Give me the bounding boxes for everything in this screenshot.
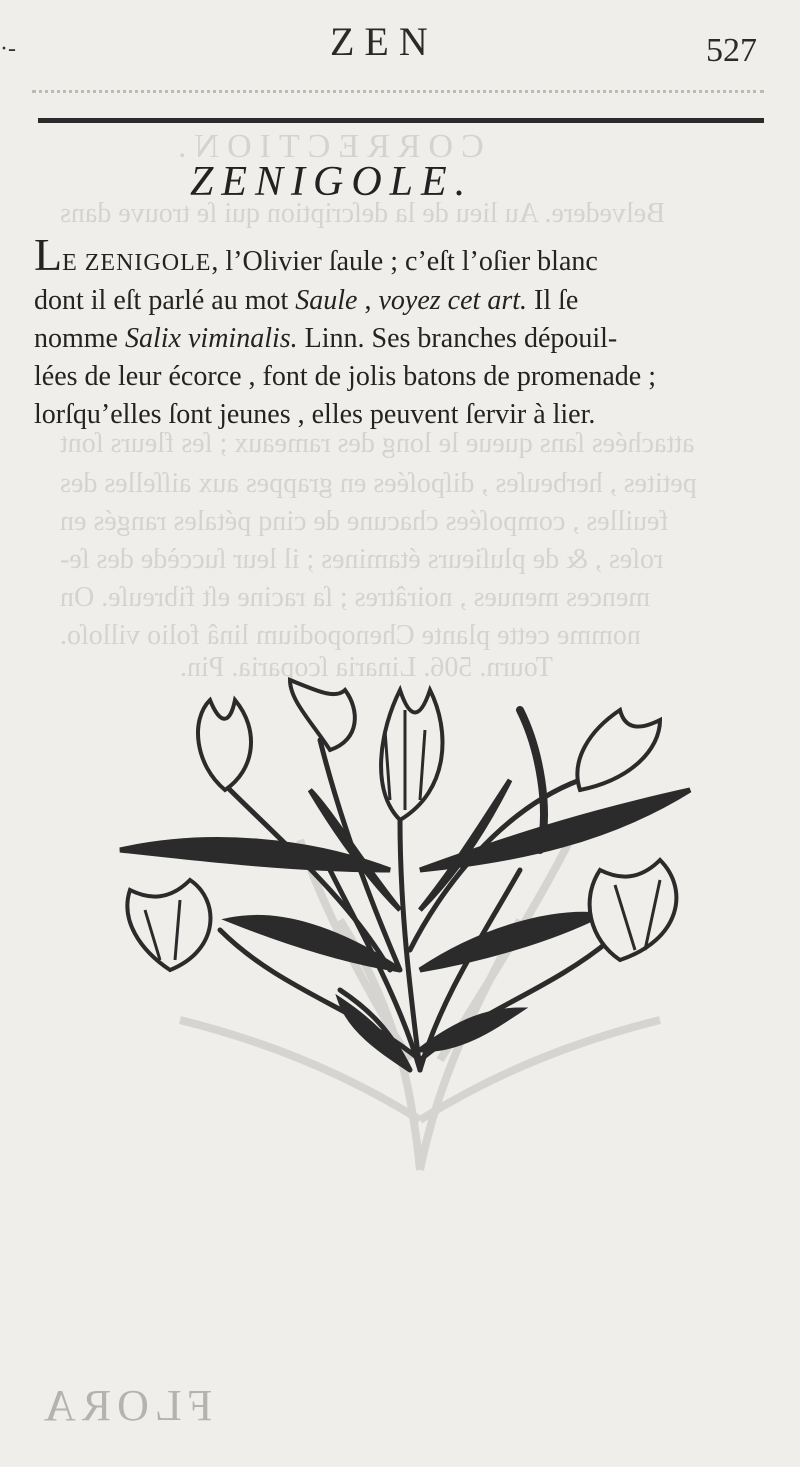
body-line bbox=[34, 320, 770, 358]
cross-reference: Saule bbox=[295, 285, 358, 316]
show-through-line: Belvedere. Au lieu de la deſcription qui ſe trouve dans bbox=[60, 198, 665, 229]
line-text: Linn. Ses branches dépouil- bbox=[297, 323, 618, 354]
show-through-line: petites , herbeuſes , diſpoſées en grappes aux aiſſelles des bbox=[60, 468, 697, 499]
running-head: ZEN bbox=[330, 19, 438, 64]
header-dotted-rule bbox=[32, 90, 764, 93]
body-line bbox=[34, 396, 770, 434]
page-edge-mark: ·- bbox=[0, 36, 16, 62]
flower-woodcut-icon bbox=[100, 670, 720, 1100]
line-text: nomme bbox=[34, 323, 125, 354]
show-through-heading: CORRECTION. bbox=[170, 128, 484, 165]
page-number: 527 bbox=[706, 32, 757, 69]
line-text: dont il eſt parlé au mot bbox=[34, 285, 296, 316]
show-through-line: attachées ſans queue le long des rameaux ; ſes fleurs ſont bbox=[60, 428, 695, 459]
show-through-line: mences menues , noirâtres ; ſa racine eſt fibreuſe. On bbox=[60, 582, 651, 613]
article-body bbox=[34, 229, 770, 434]
body-line bbox=[34, 229, 770, 282]
line-text: , bbox=[357, 285, 379, 316]
line-text: , l’Olivier ſaule ; c’eſt l’oſier blanc bbox=[211, 246, 598, 277]
body-line bbox=[34, 358, 770, 396]
headword: E ZENIGOLE bbox=[62, 250, 212, 276]
show-through-line: feuilles , compoſées chacune de cinq pétales rangés en bbox=[60, 506, 669, 537]
show-through-line: nomme cette plante Chenopodium linâ folio villoſo. bbox=[60, 620, 641, 651]
show-through-line: roſes , & de pluſieurs étamines ; il leur ſuccède des ſe- bbox=[60, 544, 664, 575]
cross-reference-note: voyez cet art. bbox=[378, 285, 527, 316]
line-text: lées de leur écorce , font de jolis batons de promenade ; bbox=[34, 361, 656, 392]
body-line bbox=[34, 282, 770, 320]
article-title: ZENIGOLE. bbox=[190, 159, 474, 205]
header-rule bbox=[38, 118, 764, 123]
latin-name: Salix viminalis. bbox=[125, 323, 298, 354]
line-text: lorſqu’elles ſont jeunes , elles peuvent ſervir à lier. bbox=[34, 399, 596, 430]
show-through-line: Tourn. 506. Linaria ſcoparia. Pin. bbox=[180, 652, 553, 683]
line-text: Il ſe bbox=[527, 285, 579, 316]
drop-cap: L bbox=[34, 229, 63, 280]
show-through-signature: FLORA bbox=[38, 1381, 213, 1430]
